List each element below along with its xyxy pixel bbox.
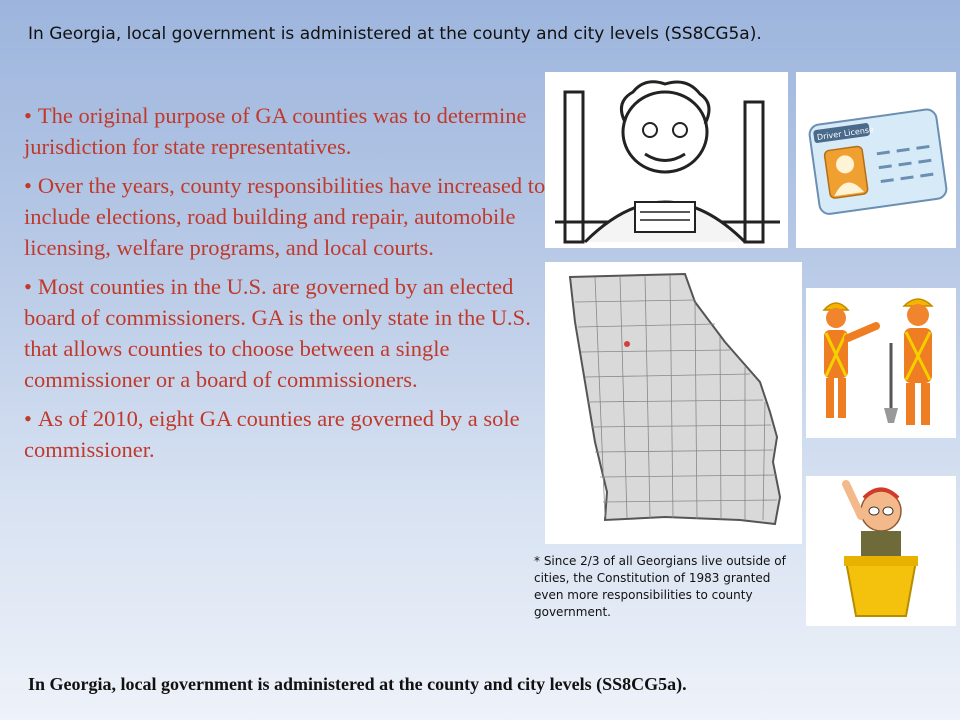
georgia-county-map-image	[545, 262, 802, 544]
bullet-item	[24, 403, 554, 465]
slide-title: In Georgia, local government is administered at the county and city levels (SS8CG5a).	[28, 24, 762, 44]
license-label: Driver License	[816, 125, 875, 142]
judge-cartoon-image	[545, 72, 788, 248]
bullet-marker: •	[24, 406, 32, 431]
commissioner-speaker-image	[806, 476, 956, 626]
bullet-text: As of 2010, eight GA counties are governed by a sole commissioner.	[24, 406, 520, 462]
bullet-text: Over the years, county responsibilities have increased to include elections, road building and repair, automobile licensing, welfare programs, and local courts.	[24, 173, 546, 260]
bullet-text: Most counties in the U.S. are governed by an elected board of commissioners. GA is the only state in the U.S. that allows counties to choose between a single commissioner or a board of commissioners.	[24, 274, 531, 392]
road-workers-image	[806, 288, 956, 438]
bullet-marker: •	[24, 173, 32, 198]
bullet-item	[24, 100, 554, 162]
georgia-map-illustration	[545, 262, 802, 544]
driver-license-illustration	[796, 72, 956, 248]
road-workers-illustration	[806, 288, 956, 438]
driver-license-image	[796, 72, 956, 248]
bullet-marker: •	[24, 103, 32, 128]
bullet-item	[24, 271, 554, 395]
bullet-marker: •	[24, 274, 32, 299]
bullet-item	[24, 170, 554, 263]
bullet-text: The original purpose of GA counties was to determine jurisdiction for state representatives.	[24, 103, 527, 159]
constitution-footnote: * Since 2/3 of all Georgians live outside of cities, the Constitution of 1983 granted even more responsibilities to county government.	[534, 554, 786, 619]
judge-illustration	[545, 72, 788, 248]
footer-title: In Georgia, local government is administered at the county and city levels (SS8CG5a).	[28, 674, 687, 694]
speaker-illustration	[806, 476, 956, 626]
bullet-list	[24, 100, 554, 473]
